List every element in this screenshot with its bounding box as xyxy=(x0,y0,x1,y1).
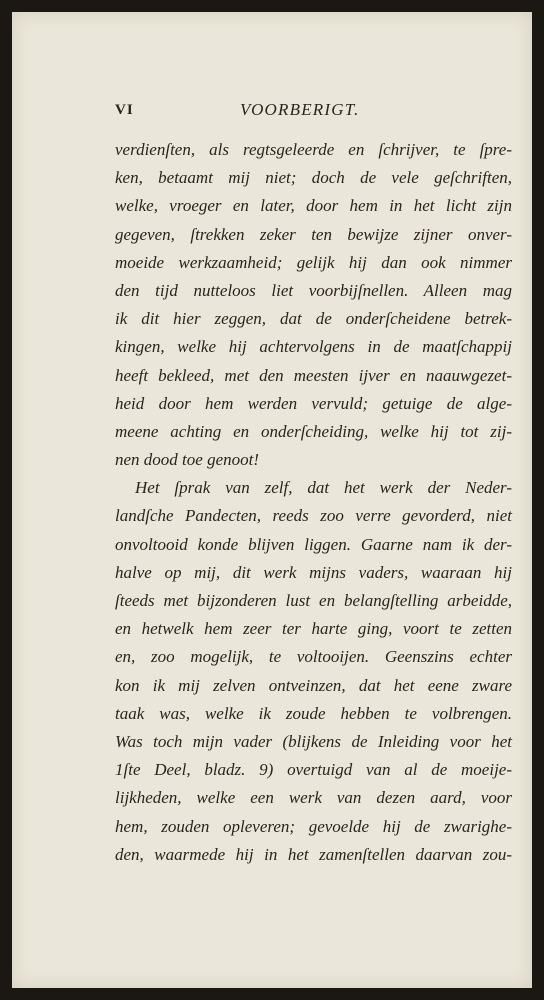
text-line: den tijd nutteloos liet voorbijſnellen. Alleen mag xyxy=(115,280,512,300)
running-title: VOORBERIGT. xyxy=(240,100,360,119)
text-line: nen dood toe genoot! xyxy=(115,450,259,470)
text-line: gegeven, ſtrekken zeker ten bewijze zijner onver- xyxy=(115,224,512,244)
text-line: heid door hem werden vervuld; getuige de alge- xyxy=(115,393,512,413)
text-line: hem, zouden opleveren; gevoelde hij de zwarighe- xyxy=(115,816,512,836)
body-text xyxy=(115,136,512,869)
running-head xyxy=(115,100,515,124)
text-line: halve op mij, dit werk mijns vaders, waaraan hij xyxy=(115,562,512,582)
page-number: VI xyxy=(115,102,134,118)
text-line: ken, betaamt mij niet; doch de vele geſchriften, xyxy=(115,168,512,188)
text-line: taak was, welke ik zoude hebben te volbrengen. xyxy=(115,703,512,723)
text-line: ſteeds met bijzonderen lust en belangſtelling arbeidde, xyxy=(115,591,512,610)
text-line: verdienſten, als regtsgeleerde en ſchrijver, te ſpre- xyxy=(115,140,512,159)
book-page xyxy=(12,12,532,988)
text-line: den, waarmede hij in het zamenſtellen daarvan zou- xyxy=(115,844,512,864)
text-line: Was toch mijn vader (blijkens de Inleiding voor het xyxy=(115,731,512,751)
text-line: onvoltooid konde blijven liggen. Gaarne nam ik der- xyxy=(115,534,512,554)
text-line: kingen, welke hij achtervolgens in de maatſchappij xyxy=(115,337,512,357)
text-line: lijkheden, welke een werk van dezen aard, voor xyxy=(115,788,512,808)
text-line: ik dit hier zeggen, dat de onderſcheidene betrek- xyxy=(115,309,512,329)
text-line: welke, vroeger en later, door hem in het licht zijn xyxy=(115,196,512,216)
text-line: meene achting en onderſcheiding, welke hij tot zij- xyxy=(115,421,512,441)
paragraph-start-line: Het ſprak van zelf, dat het werk der Neder- xyxy=(135,478,512,498)
text-line: kon ik mij zelven ontveinzen, dat het eene zware xyxy=(115,675,512,695)
text-line: moeide werkzaamheid; gelijk hij dan ook nimmer xyxy=(115,252,512,272)
text-line: en, zoo mogelijk, te voltooijen. Geenszins echter xyxy=(115,647,512,667)
text-line: 1ſte Deel, bladz. 9) overtuigd van al de moeije- xyxy=(115,760,512,780)
text-line: en hetwelk hem zeer ter harte ging, voort te zetten xyxy=(115,619,512,639)
text-line: heeft bekleed, met den meesten ijver en naauwgezet- xyxy=(115,365,512,385)
text-line: landſche Pandecten, reeds zoo verre gevorderd, niet xyxy=(115,506,512,526)
